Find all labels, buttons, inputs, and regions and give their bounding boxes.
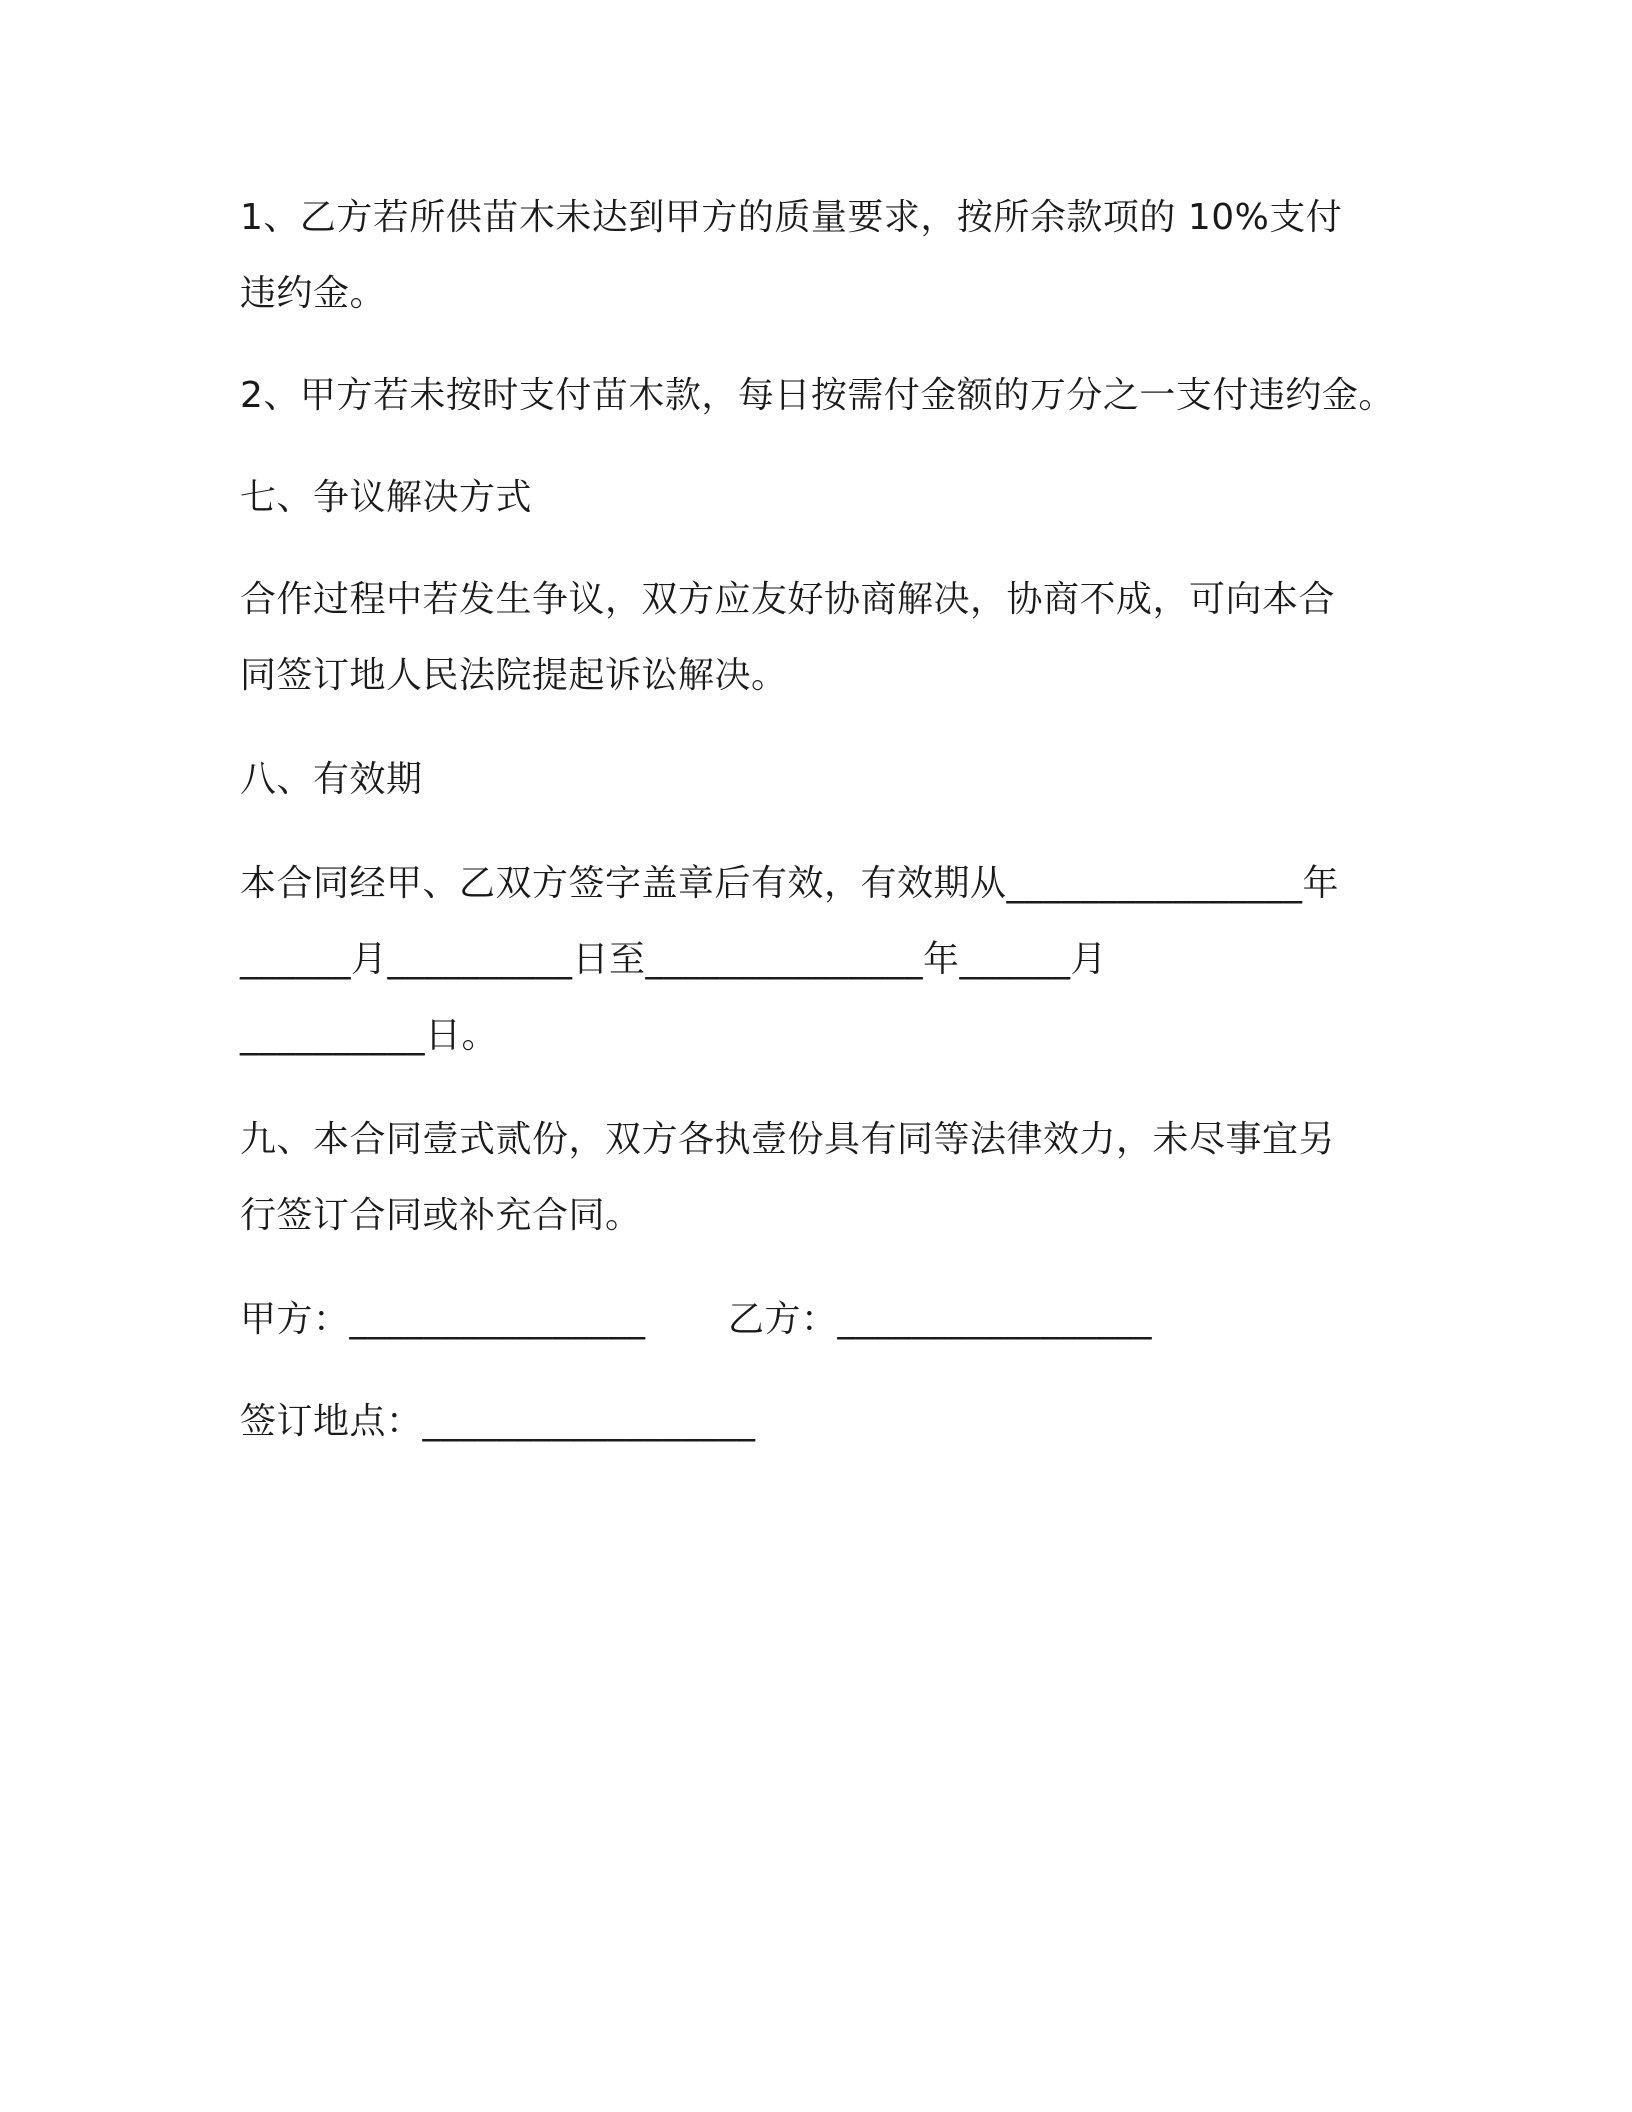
section-7-body-line-2: 同签订地人民法院提起诉讼解决。 [240, 655, 788, 696]
section-8-body-line-3: __________日。 [240, 1015, 499, 1056]
section-8-body-line-2: ______月__________日至_______________年______月 [240, 939, 1107, 980]
section-7-heading: 七、争议解决方式 [240, 477, 533, 518]
party-a-signature: 甲方：________________ [240, 1299, 646, 1340]
clause-6-1-line-2: 违约金。 [240, 273, 387, 314]
section-8-heading: 八、有效期 [240, 759, 423, 800]
section-9-line-2: 行签订合同或补充合同。 [240, 1195, 642, 1236]
signing-place: 签订地点：__________________ [240, 1401, 756, 1442]
clause-6-2: 2、甲方若未按时支付苗木款，每日按需付金额的万分之一支付违约金。 [240, 375, 1395, 416]
party-b-signature: 乙方：_________________ [728, 1299, 1153, 1340]
section-8-body-line-1: 本合同经甲、乙双方签字盖章后有效，有效期从________________年 [240, 863, 1340, 904]
section-9-line-1: 九、本合同壹式贰份，双方各执壹份具有同等法律效力，未尽事宜另 [240, 1119, 1336, 1160]
section-7-body-line-1: 合作过程中若发生争议，双方应友好协商解决，协商不成，可向本合 [240, 579, 1336, 620]
clause-6-1-line-1: 1、乙方若所供苗木未达到甲方的质量要求，按所余款项的 10%支付 [240, 197, 1343, 238]
